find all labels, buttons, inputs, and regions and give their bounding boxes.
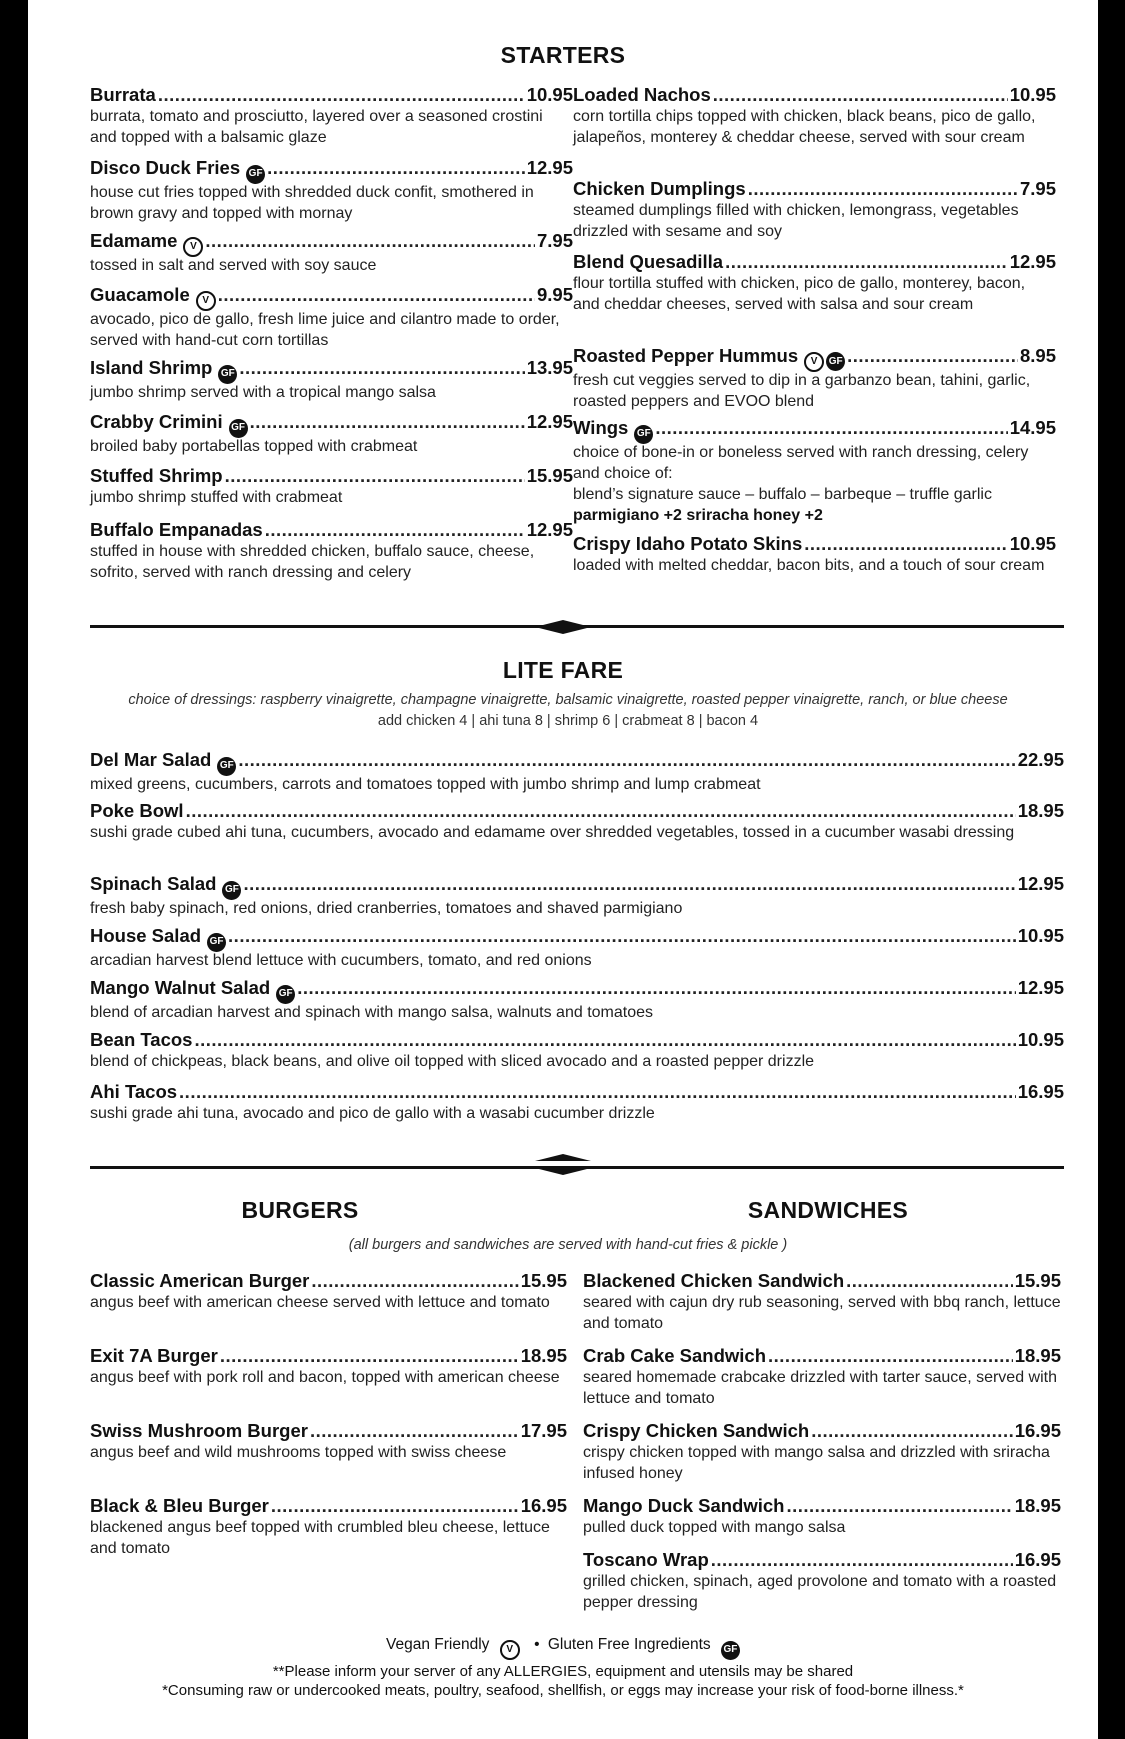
menu-item-header <box>573 84 1056 106</box>
menu-item-price: 12.95 <box>1017 873 1064 894</box>
menu-item-price: 12.95 <box>1017 977 1064 998</box>
menu-item <box>583 1270 1061 1334</box>
menu-item-description: loaded with melted cheddar, bacon bits, and a touch of sour cream <box>573 557 1045 574</box>
menu-item <box>90 284 573 351</box>
menu-item-name: Del Mar Salad <box>90 749 212 770</box>
menu-item-name: Ahi Tacos <box>90 1081 178 1102</box>
menu-item <box>573 417 1056 526</box>
vegan-icon: V <box>196 291 216 311</box>
menu-item-header <box>90 749 1064 774</box>
menu-item-header <box>573 533 1056 555</box>
menu-item-name: Exit 7A Burger <box>90 1345 218 1366</box>
menu-item <box>573 533 1056 576</box>
menu-item-header <box>583 1270 1061 1292</box>
dot-leader <box>655 417 1007 439</box>
dot-leader <box>310 1420 519 1442</box>
served-with-note: (all burgers and sandwiches are served with hand-cut fries & pickle ) <box>348 1237 788 1253</box>
menu-item <box>90 873 1064 919</box>
dot-leader <box>804 533 1007 555</box>
menu-item <box>90 800 1064 843</box>
icon-legend <box>28 1636 1098 1660</box>
menu-item-description: jumbo shrimp stuffed with crabmeat <box>90 489 343 506</box>
menu-item <box>583 1345 1061 1409</box>
divider-ornament <box>535 1154 591 1161</box>
menu-item-name: Classic American Burger <box>90 1270 310 1291</box>
menu-item-description: burrata, tomato and prosciutto, layered over a seasoned crostini and topped with a balsamic glaze <box>90 108 543 146</box>
dot-leader <box>267 157 525 179</box>
menu-item <box>90 357 573 403</box>
dot-leader <box>194 1029 1015 1051</box>
legend-vegan-label: Vegan Friendly <box>386 1636 490 1653</box>
section-title-burgers: BURGERS <box>241 1197 359 1223</box>
dot-leader <box>786 1495 1012 1517</box>
menu-item-header <box>90 925 1064 950</box>
menu-item-header <box>573 345 1056 370</box>
menu-item <box>583 1420 1061 1484</box>
menu-item-description: broiled baby portabellas topped with crabmeat <box>90 437 418 455</box>
menu-item-price: 15.95 <box>1014 1270 1061 1291</box>
menu-item-price: 18.95 <box>1014 1495 1061 1516</box>
dot-leader <box>271 1495 519 1517</box>
menu-item-header <box>583 1345 1061 1367</box>
menu-item-name: Guacamole <box>90 284 190 305</box>
menu-item-price: 12.95 <box>526 519 573 540</box>
menu-item-header <box>573 417 1056 442</box>
menu-item-description: sushi grade cubed ahi tuna, cucumbers, avocado and edamame over shredded vegetables, tossed in a cucumber wasabi dressing <box>90 824 1015 841</box>
menu-item-name: Blackened Chicken Sandwich <box>583 1270 845 1291</box>
menu-item-price: 10.95 <box>1009 84 1056 105</box>
dressings-note: choice of dressings: raspberry vinaigrette, champagne vinaigrette, balsamic vinaigrette, roasted pepper vinaigrette, ranch, or blue cheese <box>128 692 1008 708</box>
menu-item-name: Mango Duck Sandwich <box>583 1495 785 1516</box>
diet-icons <box>276 985 295 1004</box>
diet-icons <box>222 881 241 900</box>
menu-item-header <box>90 465 573 487</box>
menu-item-name: Chicken Dumplings <box>573 178 746 199</box>
menu-item-name: Black & Bleu Burger <box>90 1495 269 1516</box>
gluten-free-icon: GF <box>721 1641 740 1660</box>
menu-item-description: crispy chicken topped with mango salsa and drizzled with sriracha infused honey <box>583 1444 1050 1482</box>
menu-item-name: Spinach Salad <box>90 873 217 894</box>
menu-item-name: Wings <box>573 417 629 438</box>
menu-item-name: Crabby Crimini <box>90 411 223 432</box>
legend-separator: • <box>534 1636 540 1653</box>
menu-item-description: blackened angus beef topped with crumbled bleu cheese, lettuce and tomato <box>90 1519 550 1557</box>
menu-item-name: Disco Duck Fries <box>90 157 241 178</box>
menu-item-header <box>573 251 1056 273</box>
menu-item-description: arcadian harvest blend lettuce with cucumbers, tomato, and red onions <box>90 951 592 969</box>
menu-item-name: Crab Cake Sandwich <box>583 1345 767 1366</box>
menu-item-name: Blend Quesadilla <box>573 251 724 272</box>
menu-item-price: 7.95 <box>536 230 573 251</box>
dot-leader <box>158 84 525 106</box>
allergy-note: **Please inform your server of any ALLERGIES, equipment and utensils may be shared <box>272 1663 854 1680</box>
menu-item-price: 14.95 <box>1009 417 1056 438</box>
menu-item <box>573 345 1056 412</box>
menu-item <box>583 1549 1061 1613</box>
menu-item-price: 9.95 <box>536 284 573 305</box>
menu-item-header <box>90 1029 1064 1051</box>
menu-item-header <box>90 84 573 106</box>
menu-item-header <box>90 157 573 182</box>
menu-item <box>90 1081 1064 1124</box>
diet-icons <box>183 237 203 257</box>
menu-item-description: fresh cut veggies served to dip in a garbanzo bean, tahini, garlic, roasted peppers and EVOO blend <box>573 372 1031 410</box>
menu-item-name: Crispy Idaho Potato Skins <box>573 533 803 554</box>
menu-item-description: jumbo shrimp served with a tropical mango salsa <box>90 383 436 401</box>
menu-item-name: Bean Tacos <box>90 1029 193 1050</box>
addons-note: add chicken 4 | ahi tuna 8 | shrimp 6 | crabmeat 8 | bacon 4 <box>377 713 759 729</box>
dot-leader <box>711 1549 1013 1571</box>
menu-item-description: angus beef with pork roll and bacon, topped with american cheese <box>90 1369 560 1386</box>
menu-item-description: grilled chicken, spinach, aged provolone and tomato with a roasted pepper dressing <box>583 1573 1057 1611</box>
menu-item-price: 15.95 <box>526 465 573 486</box>
vegan-icon: V <box>183 237 203 257</box>
menu-item-header <box>90 977 1064 1002</box>
menu-item <box>90 1495 567 1559</box>
menu-item-price: 22.95 <box>1017 749 1064 770</box>
menu-item <box>573 251 1056 315</box>
gluten-free-icon: GF <box>217 757 236 776</box>
menu-item-header <box>583 1495 1061 1517</box>
menu-item-price: 16.95 <box>1014 1420 1061 1441</box>
menu-item-description: angus beef and wild mushrooms topped with swiss cheese <box>90 1444 507 1461</box>
menu-item-price: 10.95 <box>526 84 573 105</box>
menu-item-name: Mango Walnut Salad <box>90 977 271 998</box>
menu-item-name: Toscano Wrap <box>583 1549 709 1570</box>
section-title-starters: STARTERS <box>500 42 626 68</box>
menu-item-name: Loaded Nachos <box>573 84 711 105</box>
dot-leader <box>250 411 525 433</box>
menu-item-price: 8.95 <box>1019 345 1056 366</box>
dot-leader <box>713 84 1008 106</box>
menu-item-price: 18.95 <box>520 1345 567 1366</box>
dot-leader <box>311 1270 518 1292</box>
menu-item <box>583 1495 1061 1538</box>
menu-item <box>90 1270 567 1313</box>
menu-item-description: mixed greens, cucumbers, carrots and tomatoes topped with jumbo shrimp and lump crabmeat <box>90 775 761 793</box>
dot-leader <box>220 1345 519 1367</box>
menu-item-extras: parmigiano +2 sriracha honey +2 <box>573 506 823 524</box>
raw-food-warning: *Consuming raw or undercooked meats, poultry, seafood, shellfish, or eggs may increase your risk of food-borne illness.* <box>162 1682 964 1699</box>
menu-item-description: pulled duck topped with mango salsa <box>583 1519 846 1536</box>
menu-item-price: 10.95 <box>1009 533 1056 554</box>
gluten-free-icon: GF <box>222 881 241 900</box>
menu-item-name: Crispy Chicken Sandwich <box>583 1420 810 1441</box>
dot-leader <box>205 230 535 252</box>
dot-leader <box>243 873 1015 895</box>
menu-item-price: 7.95 <box>1019 178 1056 199</box>
menu-item-description: corn tortilla chips topped with chicken, black beans, pico de gallo, jalapeños, monterey & cheddar cheese, served with sour cream <box>573 108 1036 146</box>
menu-item-header <box>90 1081 1064 1103</box>
diet-icons <box>246 165 265 184</box>
menu-item-price: 18.95 <box>1014 1345 1061 1366</box>
menu-item-name: Poke Bowl <box>90 800 184 821</box>
menu-item-description: house cut fries topped with shredded duck confit, smothered in brown gravy and topped with mornay <box>90 183 534 222</box>
divider-ornament <box>535 627 591 634</box>
menu-item-description: blend of chickpeas, black beans, and olive oil topped with sliced avocado and a roasted pepper drizzle <box>90 1053 815 1070</box>
menu-item-price: 10.95 <box>1017 1029 1064 1050</box>
legend-gluten-label: Gluten Free Ingredients <box>547 1636 711 1653</box>
dot-leader <box>768 1345 1013 1367</box>
diet-icons <box>217 757 236 776</box>
menu-item <box>90 1345 567 1388</box>
menu-item-description: seared with cajun dry rub seasoning, served with bbq ranch, lettuce and tomato <box>583 1294 1061 1332</box>
menu-page <box>28 0 1098 1739</box>
divider-ornament <box>535 1168 591 1175</box>
menu-item-description: blend’s signature sauce – buffalo – barbeque – truffle garlic <box>573 485 992 503</box>
menu-item-name: Roasted Pepper Hummus <box>573 345 799 366</box>
menu-item-description: blend of arcadian harvest and spinach with mango salsa, walnuts and tomatoes <box>90 1003 654 1021</box>
menu-item-price: 16.95 <box>520 1495 567 1516</box>
menu-item <box>90 84 573 148</box>
menu-item-name: Stuffed Shrimp <box>90 465 223 486</box>
menu-item <box>573 84 1056 148</box>
menu-item-price: 15.95 <box>520 1270 567 1291</box>
menu-item-header <box>90 411 573 436</box>
menu-item-description: angus beef with american cheese served with lettuce and tomato <box>90 1294 550 1311</box>
section-title-lite-fare: LITE FARE <box>502 657 624 683</box>
menu-item <box>90 411 573 457</box>
dot-leader <box>179 1081 1016 1103</box>
vegan-icon: V <box>804 352 824 372</box>
diet-icons <box>229 419 248 438</box>
menu-item-name: Edamame <box>90 230 178 251</box>
menu-item-header <box>90 357 573 382</box>
menu-item-price: 12.95 <box>1009 251 1056 272</box>
menu-item <box>90 157 573 224</box>
menu-item <box>90 925 1064 971</box>
menu-item-header <box>90 873 1064 898</box>
dot-leader <box>186 800 1016 822</box>
section-title-sandwiches: SANDWICHES <box>747 1197 909 1223</box>
menu-item-header <box>90 1420 567 1442</box>
menu-item <box>90 465 573 508</box>
menu-item-price: 17.95 <box>520 1420 567 1441</box>
diet-icons <box>196 291 216 311</box>
diet-icons <box>804 352 845 372</box>
dot-leader <box>748 178 1018 200</box>
menu-item <box>90 1420 567 1463</box>
dot-leader <box>225 465 525 487</box>
menu-item-price: 18.95 <box>1017 800 1064 821</box>
dot-leader <box>218 284 535 306</box>
menu-item <box>90 977 1064 1023</box>
menu-item-description: steamed dumplings filled with chicken, lemongrass, vegetables drizzled with sesame and soy <box>573 202 1019 240</box>
menu-item-header <box>583 1420 1061 1442</box>
gluten-free-icon: GF <box>246 165 265 184</box>
menu-item-header <box>90 1270 567 1292</box>
dot-leader <box>846 1270 1013 1292</box>
dot-leader <box>228 925 1016 947</box>
dot-leader <box>847 345 1018 367</box>
menu-item-description: flour tortilla stuffed with chicken, pico de gallo, monterey, bacon, and cheddar cheeses, served with salsa and sour cream <box>573 275 1026 313</box>
menu-item-header <box>90 1345 567 1367</box>
dot-leader <box>265 519 525 541</box>
menu-item-description: sushi grade ahi tuna, avocado and pico de gallo with a wasabi cucumber drizzle <box>90 1105 655 1122</box>
menu-item-price: 16.95 <box>1017 1081 1064 1102</box>
menu-item-description: tossed in salt and served with soy sauce <box>90 257 377 274</box>
dot-leader <box>297 977 1015 999</box>
menu-item-header <box>90 519 573 541</box>
menu-item-description: avocado, pico de gallo, fresh lime juice and cilantro made to order, served with hand-cut corn tortillas <box>90 311 560 349</box>
dot-leader <box>725 251 1008 273</box>
dot-leader <box>811 1420 1013 1442</box>
dot-leader <box>239 357 524 379</box>
menu-item-description: stuffed in house with shredded chicken, buffalo sauce, cheese, sofrito, served with ranch dressing and celery <box>90 543 535 581</box>
diet-icons <box>207 933 226 952</box>
diet-icons <box>634 425 653 444</box>
gluten-free-icon: GF <box>218 365 237 384</box>
menu-item <box>573 178 1056 242</box>
diet-icons <box>218 365 237 384</box>
menu-item-price: 16.95 <box>1014 1549 1061 1570</box>
gluten-free-icon: GF <box>826 352 845 371</box>
menu-item <box>90 1029 1064 1072</box>
menu-item-price: 10.95 <box>1017 925 1064 946</box>
menu-item-price: 12.95 <box>526 411 573 432</box>
menu-item-description: choice of bone-in or boneless served with ranch dressing, celery and choice of: <box>573 443 1029 482</box>
gluten-free-icon: GF <box>207 933 226 952</box>
menu-item-header <box>90 284 573 309</box>
menu-item-name: Swiss Mushroom Burger <box>90 1420 308 1441</box>
gluten-free-icon: GF <box>634 425 653 444</box>
menu-item-price: 12.95 <box>526 157 573 178</box>
menu-item-header <box>90 230 573 255</box>
menu-item-name: House Salad <box>90 925 202 946</box>
dot-leader <box>238 749 1015 771</box>
gluten-free-icon: GF <box>276 985 295 1004</box>
menu-item-description: fresh baby spinach, red onions, dried cranberries, tomatoes and shaved parmigiano <box>90 899 683 917</box>
menu-item-header <box>573 178 1056 200</box>
menu-item <box>90 749 1064 795</box>
gluten-free-icon: GF <box>229 419 248 438</box>
menu-item-name: Buffalo Empanadas <box>90 519 263 540</box>
menu-item-price: 13.95 <box>526 357 573 378</box>
menu-item-name: Island Shrimp <box>90 357 213 378</box>
menu-item <box>90 230 573 276</box>
menu-item-name: Burrata <box>90 84 156 105</box>
menu-item-description: seared homemade crabcake drizzled with tarter sauce, served with lettuce and tomato <box>583 1369 1057 1407</box>
menu-item-header <box>90 1495 567 1517</box>
divider-ornament <box>535 613 591 627</box>
menu-item-header <box>583 1549 1061 1571</box>
menu-item-header <box>90 800 1064 822</box>
vegan-icon: V <box>500 1640 520 1660</box>
menu-item <box>90 519 573 583</box>
